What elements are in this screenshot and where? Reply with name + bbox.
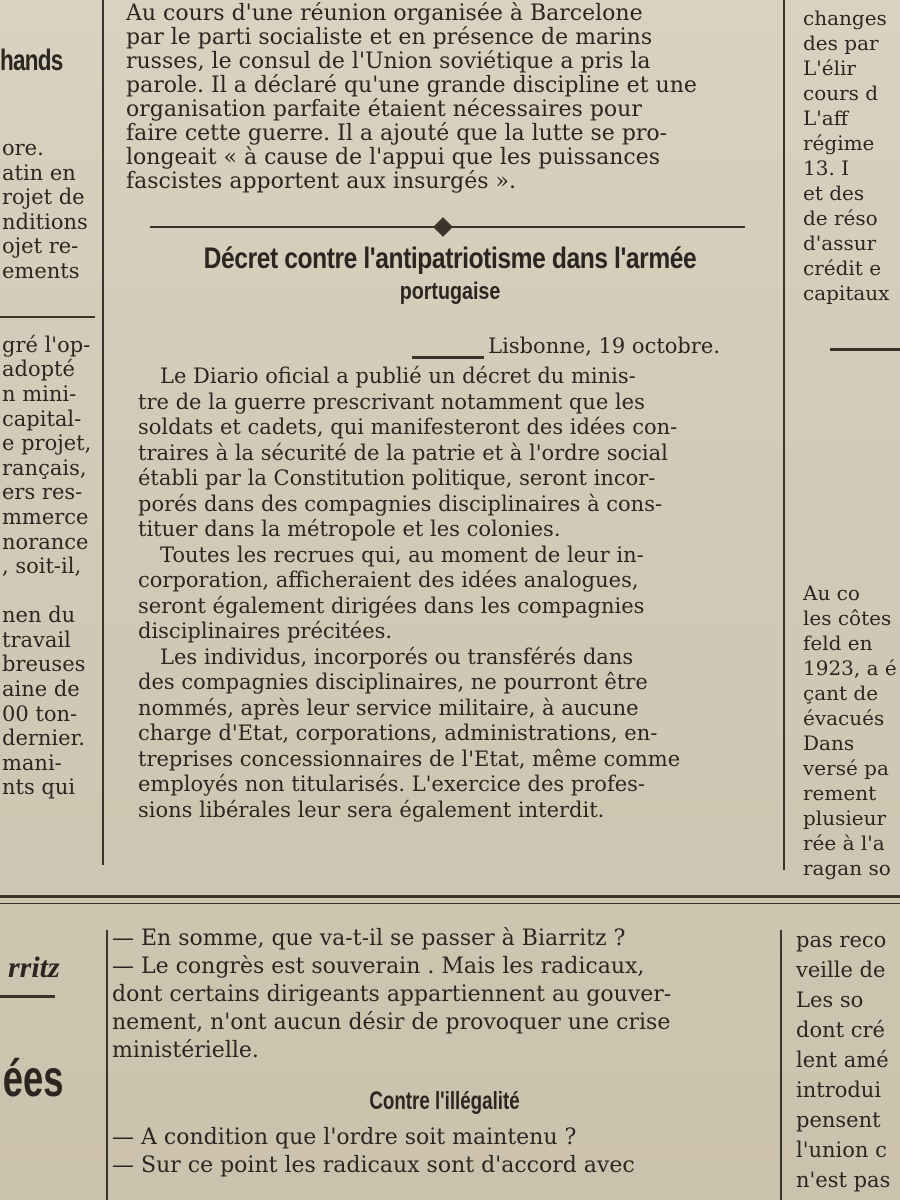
text-line: et des: [803, 181, 865, 205]
dateline: Lisbonne, 19 octobre.: [488, 334, 720, 358]
text-line: [0, 308, 98, 333]
text-line: L'aff: [803, 106, 848, 130]
left-headline: hands: [0, 44, 63, 77]
text-line: porés dans des compagnies disciplinaires à cons-: [138, 491, 663, 516]
main-article-body: [120, 364, 780, 823]
text-line: veille de: [796, 958, 886, 982]
bottom-left-headline-large: ées: [2, 1050, 64, 1108]
text-line: dont certains dirigeants appartiennent au gouver-: [112, 982, 672, 1007]
text-line: adopté: [2, 357, 75, 382]
text-line: rement: [803, 781, 877, 805]
text-line: Au cours d'une réunion organisée à Barcelone: [126, 2, 643, 26]
text-line: charge d'Etat, corporations, administrations, en-: [138, 721, 658, 745]
text-line: russes, le consul de l'Union soviétique a pris la: [126, 50, 651, 74]
text-line: atin en: [2, 160, 76, 185]
bottom-left-headline: rritz: [8, 951, 60, 984]
right-column-text: [795, 6, 900, 881]
text-line: breuses: [2, 652, 86, 677]
text-line: fascistes apportent aux insurgés ».: [126, 170, 516, 194]
text-line: pas reco: [796, 928, 887, 952]
text-line: nement, n'ont aucun désir de provoquer une crise: [112, 1010, 671, 1035]
text-line: pensent: [796, 1108, 881, 1132]
bottom-article-text-continued: [112, 1124, 777, 1180]
text-line: rojet de: [2, 185, 85, 210]
bottom-center-column: [112, 925, 777, 1200]
text-line: [795, 531, 900, 556]
text-line: Le Diario oficial a publié un décret du minis-: [160, 364, 636, 388]
text-line: tituer dans la métropole et les colonies.: [138, 517, 561, 541]
text-line: [795, 381, 900, 406]
text-line: , soit-il,: [2, 554, 82, 579]
text-line: ements: [2, 258, 80, 283]
text-line: les côtes: [803, 606, 892, 630]
text-line: versé pa: [803, 756, 889, 780]
text-line: [795, 331, 900, 356]
text-line: capitaux: [803, 281, 890, 305]
text-line: [0, 284, 98, 309]
text-line: rançais,: [2, 455, 87, 480]
main-subhead: portugaise: [399, 278, 501, 305]
text-line: mmerce: [2, 504, 89, 529]
text-line: [795, 306, 900, 331]
text-line: lent amé: [796, 1048, 889, 1072]
text-line: ojet re-: [2, 234, 79, 259]
text-line: nen du: [2, 603, 76, 628]
text-line: [0, 579, 98, 604]
bottom-right-column: [790, 925, 900, 1200]
page-divider-rule: [0, 895, 900, 898]
text-line: faire cette guerre. Il a ajouté que la lutte se pro-: [126, 122, 668, 146]
text-line: Les individus, incorporés ou transférés dans: [160, 644, 634, 669]
text-line: [795, 481, 900, 506]
text-line: 1923, a é: [803, 656, 897, 680]
text-line: çant de: [803, 681, 879, 705]
text-line: norance: [2, 529, 89, 554]
text-line: sions libérales leur sera également interdit.: [138, 797, 605, 822]
text-line: nts qui: [2, 775, 76, 800]
main-headline: Décret contre l'antipatriotisme dans l'armée: [203, 242, 697, 275]
column-rule-bottom-right: [780, 930, 782, 1200]
text-line: évacués: [803, 706, 885, 730]
text-line: — En somme, que va-t-il se passer à Biarritz ?: [112, 926, 626, 951]
text-line: n mini-: [2, 381, 77, 406]
text-line: L'élir: [803, 56, 856, 80]
text-line: établi par la Constitution politique, seront incor-: [138, 466, 656, 490]
text-line: organisation parfaite étaient nécessaires pour: [126, 98, 642, 122]
text-line: — Sur ce point les radicaux sont d'accord avec: [112, 1153, 635, 1178]
text-line: de réso: [803, 206, 878, 230]
text-line: mani-: [2, 750, 62, 775]
text-line: par le parti socialiste et en présence de marins: [126, 26, 653, 50]
text-line: dernier.: [2, 726, 85, 751]
text-line: 13. I: [803, 156, 850, 180]
text-line: treprises concessionnaires de l'Etat, même comme: [138, 746, 681, 771]
text-line: travail: [2, 627, 71, 652]
center-column: [120, 0, 780, 895]
top-article-text: [120, 2, 780, 194]
text-line: rée à l'a: [803, 831, 885, 855]
text-line: dont cré: [796, 1018, 885, 1042]
text-line: aine de: [2, 677, 80, 702]
text-line: traires à la sécurité de la patrie et à l'ordre social: [138, 440, 668, 465]
text-line: e projet,: [2, 431, 92, 456]
text-line: ore.: [2, 136, 44, 160]
text-line: Les so: [796, 988, 864, 1012]
text-line: [795, 456, 900, 481]
text-line: corporation, afficheraient des idées analogues,: [138, 568, 639, 592]
text-line: [795, 431, 900, 456]
column-rule-right: [783, 0, 785, 870]
text-line: [795, 406, 900, 431]
text-line: Toutes les recrues qui, au moment de leur in-: [160, 542, 644, 567]
text-line: longeait « à cause de l'appui que les puissances: [126, 146, 661, 170]
bottom-right-text: [790, 925, 900, 1195]
text-line: [795, 356, 900, 381]
text-line: capital-: [2, 406, 82, 431]
text-line: gré l'op-: [2, 332, 91, 357]
text-line: des par: [803, 31, 879, 55]
left-column-text: [0, 136, 98, 800]
text-line: changes: [803, 6, 887, 30]
text-line: l'union c: [796, 1138, 887, 1162]
text-line: seront également dirigées dans les compagnies: [138, 593, 645, 618]
text-line: ministérielle.: [112, 1038, 259, 1063]
page-divider-rule-thin: [0, 903, 900, 904]
left-column: [0, 0, 98, 885]
text-line: [795, 506, 900, 531]
text-line: nditions: [2, 209, 88, 234]
text-line: — A condition que l'ordre soit maintenu ?: [112, 1125, 577, 1150]
text-line: [795, 556, 900, 581]
column-rule-bottom-left: [106, 930, 108, 1200]
bottom-left-column: [0, 915, 100, 1200]
text-line: disciplinaires précitées.: [138, 619, 393, 643]
text-line: 00 ton-: [2, 701, 78, 726]
text-line: ers res-: [2, 480, 83, 505]
text-line: employés non titularisés. L'exercice des profes-: [138, 772, 646, 796]
column-rule-left: [102, 0, 104, 865]
text-line: — Le congrès est souverain . Mais les radicaux,: [112, 954, 645, 979]
text-line: crédit e: [803, 256, 882, 280]
right-column: [795, 0, 900, 890]
text-line: nommés, après leur service militaire, à aucune: [138, 695, 639, 720]
text-line: ragan so: [803, 856, 891, 880]
text-line: n'est pas: [796, 1168, 891, 1192]
text-line: régime: [803, 131, 875, 155]
section-title: Contre l'illégalité: [369, 1087, 520, 1115]
text-line: introdui: [796, 1078, 882, 1102]
text-line: feld en: [803, 631, 873, 655]
bottom-article-text: [112, 925, 777, 1065]
text-line: plusieur: [803, 806, 887, 830]
text-line: des compagnies disciplinaires, ne pourront être: [138, 670, 648, 694]
text-line: tre de la guerre prescrivant notamment que les: [138, 389, 645, 414]
text-line: cours d: [803, 81, 879, 105]
text-line: Au co: [803, 581, 860, 605]
text-line: d'assur: [803, 231, 877, 255]
text-line: soldats et cadets, qui manifesteront des idées con-: [138, 415, 678, 439]
text-line: parole. Il a déclaré qu'une grande discipline et une: [126, 74, 697, 98]
text-line: Dans: [803, 731, 855, 755]
